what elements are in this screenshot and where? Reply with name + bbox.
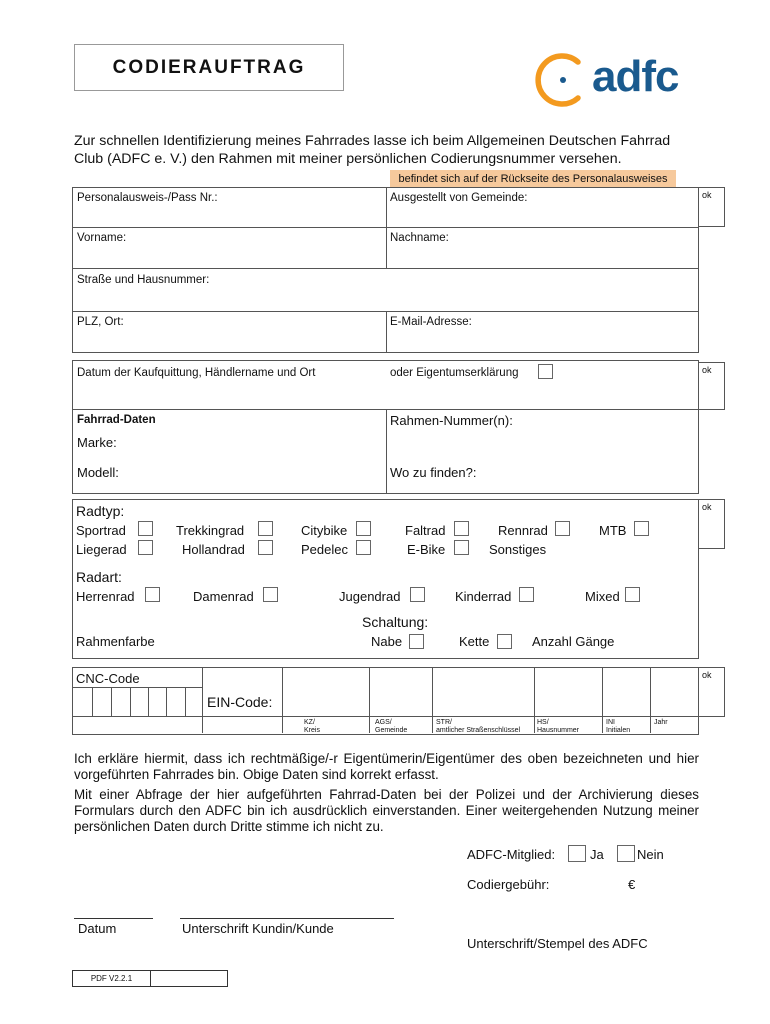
type-faltrad: Faltrad bbox=[405, 523, 446, 538]
ini-label: INI bbox=[606, 719, 615, 726]
radart-herrenrad: Herrenrad bbox=[76, 589, 135, 604]
member-yes-label: Ja bbox=[590, 847, 604, 862]
hollandrad-checkbox[interactable] bbox=[258, 540, 273, 555]
customer-signature-label: Unterschrift Kundin/Kunde bbox=[182, 921, 334, 936]
type-citybike: Citybike bbox=[301, 523, 348, 538]
ownership-checkbox[interactable] bbox=[538, 364, 553, 379]
form-title: CODIERAUFTRAG bbox=[74, 44, 344, 91]
gemeinde-label: Gemeinde bbox=[375, 727, 408, 734]
ownership-label: oder Eigentumserklärung bbox=[390, 367, 519, 379]
ok-box-purchase[interactable]: ok bbox=[698, 362, 725, 410]
version-box bbox=[72, 970, 228, 987]
intro-text: Zur schnellen Identifizierung meines Fahrrades lasse ich beim Allgemeinen Deutschen Fahrrad Club (ADFC e. V.) den Rahmen mit meiner persönlichen Codierungsnummer versehen. bbox=[74, 133, 671, 167]
declaration-owner: Ich erkläre hiermit, dass ich rechtmäßige/-r Eigentümerin/Eigentümer des oben bezeichneten und hier vorgeführten Fahrrades bin. Obige Daten sind korrekt erfasst. bbox=[74, 751, 699, 782]
kz-label: KZ/ bbox=[304, 719, 315, 726]
model-field[interactable]: Modell: bbox=[77, 465, 119, 480]
ein-code-label: EIN-Code: bbox=[207, 694, 273, 710]
date-line[interactable] bbox=[74, 918, 153, 919]
hub-checkbox[interactable] bbox=[409, 634, 424, 649]
fee-label: Codiergebühr: bbox=[467, 877, 550, 892]
damenrad-checkbox[interactable] bbox=[263, 587, 278, 602]
frame-color-field[interactable]: Rahmenfarbe bbox=[76, 634, 155, 649]
gear-hub-label: Nabe bbox=[371, 634, 403, 649]
fee-currency: € bbox=[628, 877, 636, 892]
ags-label: AGS/ bbox=[375, 719, 392, 726]
adfc-signature-label: Unterschrift/Stempel des ADFC bbox=[467, 936, 648, 951]
where-field[interactable]: Wo zu finden?: bbox=[390, 465, 477, 480]
jugendrad-checkbox[interactable] bbox=[410, 587, 425, 602]
ok-box-personal[interactable]: ok bbox=[698, 187, 725, 227]
ebike-checkbox[interactable] bbox=[454, 540, 469, 555]
type-mtb: MTB bbox=[599, 523, 627, 538]
gear-count-field[interactable]: Anzahl Gänge bbox=[532, 634, 615, 649]
initialen-label: Initialen bbox=[606, 727, 631, 734]
last-name-field[interactable]: Nachname: bbox=[390, 232, 449, 244]
street-key-label: amtlicher Straßenschlüssel bbox=[436, 727, 521, 734]
frame-number-field[interactable]: Rahmen-Nummer(n): bbox=[390, 413, 513, 428]
adfc-logo-text: adfc bbox=[592, 52, 679, 101]
type-sportrad: Sportrad bbox=[76, 523, 126, 538]
gear-heading: Schaltung: bbox=[362, 614, 429, 630]
type-ebike: E-Bike bbox=[407, 542, 446, 557]
bike-data-heading: Fahrrad-Daten bbox=[77, 414, 156, 426]
ok-box-biketype[interactable]: ok bbox=[698, 499, 725, 549]
hs-label: HS/ bbox=[537, 719, 549, 726]
brand-field[interactable]: Marke: bbox=[77, 435, 117, 450]
membership-label: ADFC-Mitglied: bbox=[467, 847, 556, 862]
adfc-logo-icon bbox=[532, 50, 592, 110]
declaration-consent: Mit einer Abfrage der hier aufgeführten Fahrrad-Daten bei der Polizei und der Archivierung dieses Formulars durch den ADFC bin ich ausdrücklich einverstanden. Einer weitergehenden Nutzung meiner persönlichen Daten durch Dritte stimme ich nicht zu. bbox=[74, 787, 699, 834]
street-field[interactable]: Straße und Hausnummer: bbox=[77, 274, 210, 286]
hausnummer-label: Hausnummer bbox=[537, 727, 580, 734]
sportrad-checkbox[interactable] bbox=[138, 521, 153, 536]
radart-heading: Radart: bbox=[76, 569, 122, 585]
liegerad-checkbox[interactable] bbox=[138, 540, 153, 555]
type-pedelec: Pedelec bbox=[301, 542, 348, 557]
zip-city-field[interactable]: PLZ, Ort: bbox=[77, 316, 124, 328]
trekkingrad-checkbox[interactable] bbox=[258, 521, 273, 536]
radart-mixed: Mixed bbox=[585, 589, 620, 604]
first-name-field[interactable]: Vorname: bbox=[77, 232, 127, 244]
member-no-label: Nein bbox=[637, 847, 664, 862]
type-sonstiges: Sonstiges bbox=[489, 542, 547, 557]
type-rennrad: Rennrad bbox=[498, 523, 548, 538]
type-hollandrad: Hollandrad bbox=[182, 542, 245, 557]
type-liegerad: Liegerad bbox=[76, 542, 127, 557]
receipt-field[interactable]: Datum der Kaufquittung, Händlername und Ort bbox=[77, 367, 316, 379]
mixed-checkbox[interactable] bbox=[625, 587, 640, 602]
member-no-checkbox[interactable] bbox=[617, 845, 635, 862]
passport-number-field[interactable]: Personalausweis-/Pass Nr.: bbox=[77, 192, 218, 204]
cnc-code-label: CNC-Code bbox=[76, 671, 140, 686]
type-trekkingrad: Trekkingrad bbox=[176, 523, 245, 538]
issued-by-field[interactable]: Ausgestellt von Gemeinde: bbox=[390, 192, 528, 204]
jahr-label: Jahr bbox=[654, 719, 668, 726]
gear-chain-label: Kette bbox=[459, 634, 490, 649]
id-hint: befindet sich auf der Rückseite des Personalausweises bbox=[390, 170, 676, 187]
mtb-checkbox[interactable] bbox=[634, 521, 649, 536]
radart-kinderrad: Kinderrad bbox=[455, 589, 512, 604]
pedelec-checkbox[interactable] bbox=[356, 540, 371, 555]
citybike-checkbox[interactable] bbox=[356, 521, 371, 536]
customer-signature-line[interactable] bbox=[180, 918, 394, 919]
date-label: Datum bbox=[78, 921, 117, 936]
chain-checkbox[interactable] bbox=[497, 634, 512, 649]
radart-jugendrad: Jugendrad bbox=[339, 589, 401, 604]
herrenrad-checkbox[interactable] bbox=[145, 587, 160, 602]
member-yes-checkbox[interactable] bbox=[568, 845, 586, 862]
ok-box-codes[interactable]: ok bbox=[698, 667, 725, 717]
kinderrad-checkbox[interactable] bbox=[519, 587, 534, 602]
str-label: STR/ bbox=[436, 719, 452, 726]
biketype-heading: Radtyp: bbox=[76, 503, 125, 519]
radart-damenrad: Damenrad bbox=[193, 589, 254, 604]
email-field[interactable]: E-Mail-Adresse: bbox=[390, 316, 472, 328]
faltrad-checkbox[interactable] bbox=[454, 521, 469, 536]
version-label: PDF V2.2.1 bbox=[73, 971, 151, 986]
adfc-logo bbox=[532, 50, 702, 110]
kreis-label: Kreis bbox=[304, 727, 320, 734]
rennrad-checkbox[interactable] bbox=[555, 521, 570, 536]
